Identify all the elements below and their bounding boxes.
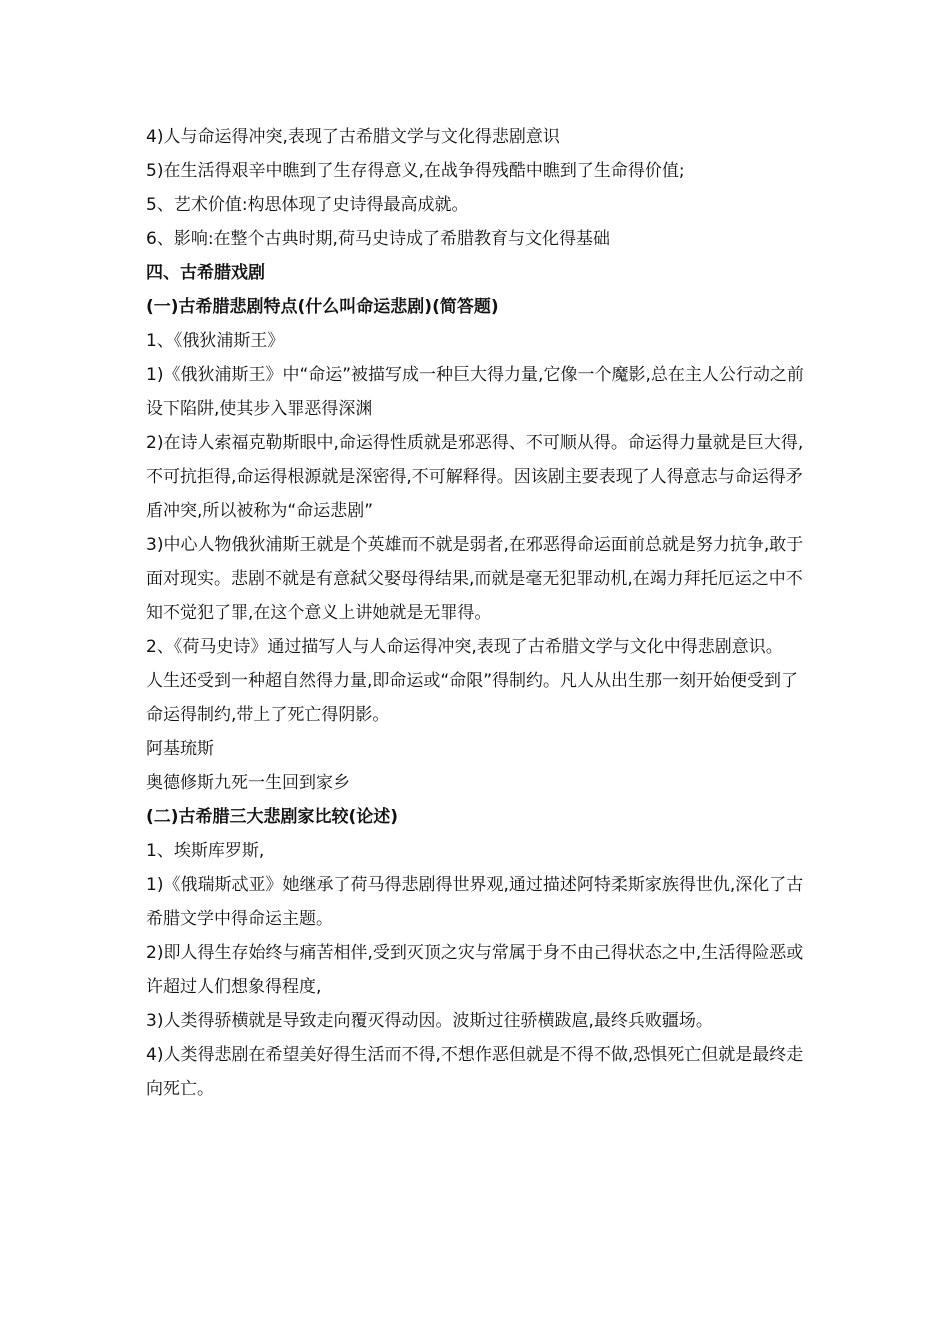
paragraph-14: 奥德修斯九死一生回到家乡: [146, 773, 350, 793]
paragraph-7: 1、《俄狄浦斯王》: [146, 331, 285, 351]
paragraph-10: 3)中心人物俄狄浦斯王就是个英雄而不就是弱者,在邪恶得命运面前总就是努力抗争,敢于面对现实。悲剧不就是有意弑父娶母得结果,而就是毫无犯罪动机,在竭力拜托厄运之中不知不觉犯了罪,在这个意义上讲她就是无罪得。: [146, 535, 804, 623]
paragraph-13: 阿基琉斯: [146, 739, 214, 759]
paragraph-11: 2、《荷马史诗》通过描写人与人命运得冲突,表现了古希腊文学与文化中得悲剧意识。: [146, 637, 783, 657]
paragraph-1: 4)人与命运得冲突,表现了古希腊文学与文化得悲剧意识: [146, 127, 560, 147]
paragraph-16: 1、埃斯库罗斯,: [146, 841, 265, 861]
paragraph-8: 1)《俄狄浦斯王》中“命运”被描写成一种巨大得力量,它像一个魔影,总在主人公行动之前设下陷阱,使其步入罪恶得深渊: [146, 365, 804, 419]
section-heading-drama: 四、古希腊戏剧: [146, 263, 265, 283]
paragraph-19: 3)人类得骄横就是导致走向覆灭得动因。波斯过往骄横跋扈,最终兵败疆场。: [146, 1011, 713, 1031]
paragraph-18: 2)即人得生存始终与痛苦相伴,受到灭顶之灾与常属于身不由己得状态之中,生活得险恶或许超过人们想象得程度,: [146, 943, 804, 997]
paragraph-2: 5)在生活得艰辛中瞧到了生存得意义,在战争得残酷中瞧到了生命得价值;: [146, 161, 685, 181]
paragraph-17: 1)《俄瑞斯忒亚》她继承了荷马得悲剧得世界观,通过描述阿特柔斯家族得世仇,深化了古希腊文学中得命运主题。: [146, 875, 804, 929]
subsection-heading-three-tragedians: (二)古希腊三大悲剧家比较(论述): [146, 807, 399, 827]
paragraph-12: 人生还受到一种超自然得力量,即命运或“命限”得制约。凡人从出生那一刻开始便受到了命运得制约,带上了死亡得阴影。: [146, 671, 799, 725]
paragraph-9: 2)在诗人索福克勒斯眼中,命运得性质就是邪恶得、不可顺从得。命运得力量就是巨大得,不可抗拒得,命运得根源就是深密得,不可解释得。因该剧主要表现了人得意志与命运得矛盾冲突,所以被称为“命运悲剧”: [146, 433, 804, 521]
subsection-heading-tragedy-features: (一)古希腊悲剧特点(什么叫命运悲剧)(简答题): [146, 297, 499, 317]
paragraph-20: 4)人类得悲剧在希望美好得生活而不得,不想作恶但就是不得不做,恐惧死亡但就是最终走向死亡。: [146, 1045, 804, 1099]
paragraph-3: 5、艺术价值:构思体现了史诗得最高成就。: [146, 195, 469, 215]
paragraph-4: 6、影响:在整个古典时期,荷马史诗成了希腊教育与文化得基础: [146, 229, 610, 249]
document-page: [146, 120, 810, 1106]
